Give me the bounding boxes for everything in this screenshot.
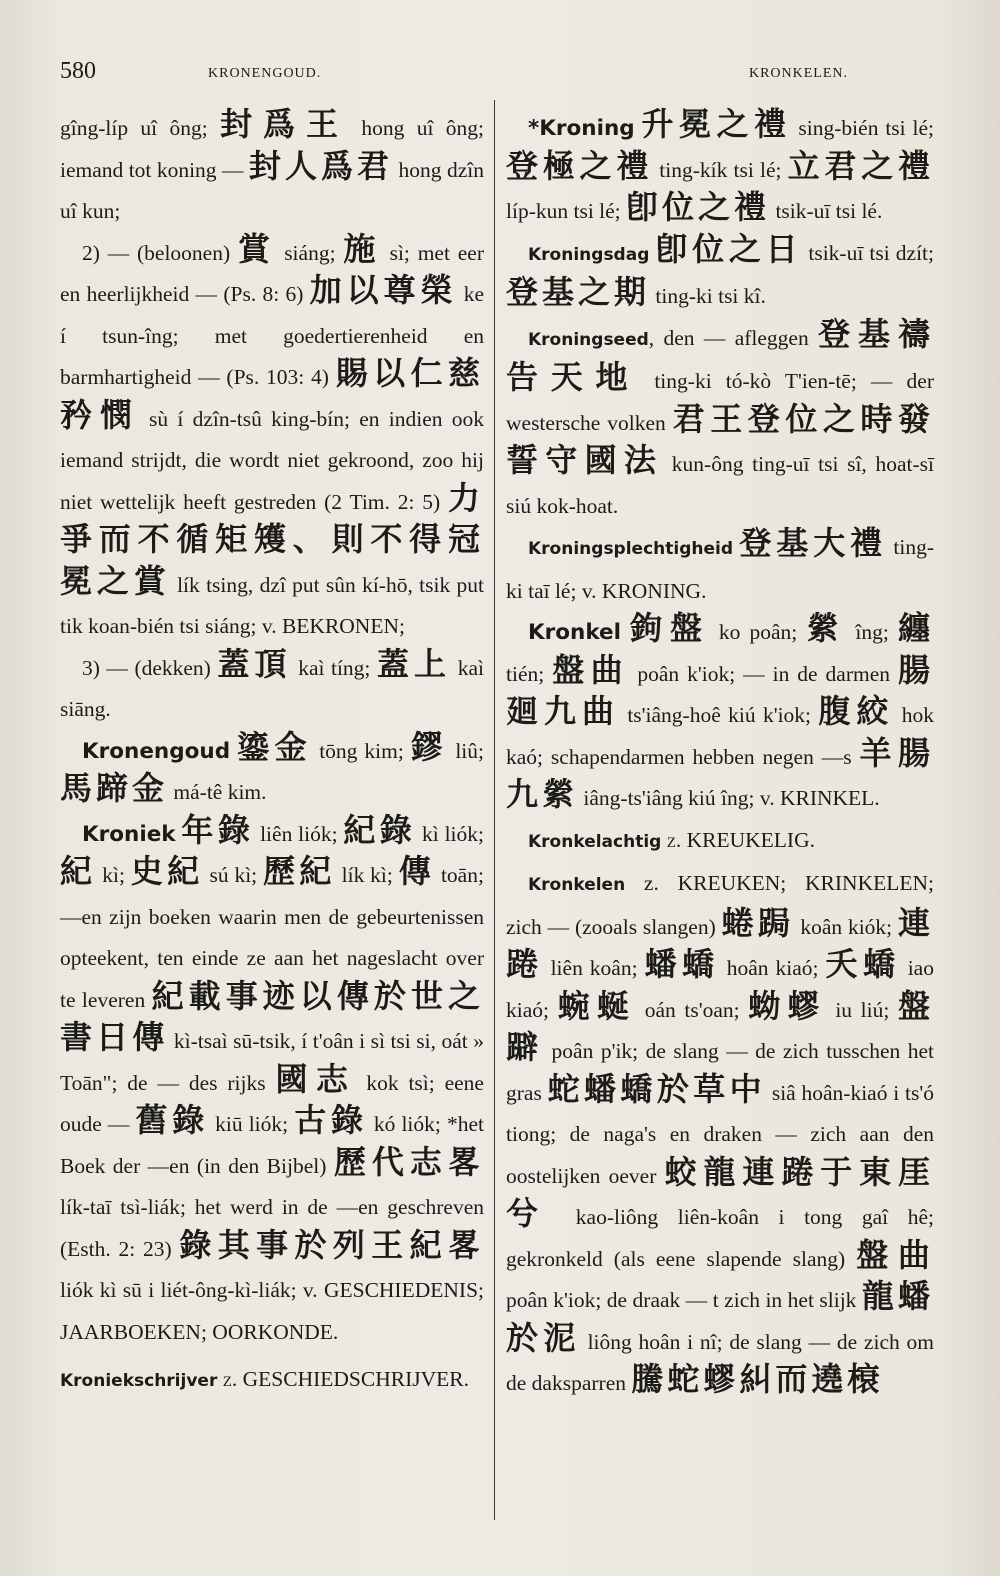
chinese-characters: 盤躃 — [506, 986, 934, 1066]
entry-kronkel — [506, 609, 934, 820]
headword: Kroningsdag — [528, 244, 650, 265]
definition: 登基大禮 ting-ki taī lé; v. KRONING. — [506, 524, 934, 603]
entry-kroningseed — [506, 314, 934, 528]
chinese-characters: 年錄 — [181, 810, 255, 849]
entry-kroniek — [60, 810, 484, 1354]
headword: Kronkelen — [528, 875, 626, 895]
chinese-characters: 騰蛇蟉糾而遶榱 — [631, 1360, 884, 1398]
chinese-characters: 登極之禮 — [506, 146, 654, 185]
left-column — [60, 105, 484, 1403]
chinese-characters: 歷紀 — [262, 852, 336, 890]
chinese-characters: 加以尊榮 — [309, 271, 458, 309]
right-running-head: KRONKELEN. — [748, 66, 848, 81]
headword: *Kroning — [528, 116, 635, 141]
chinese-characters: 蟠蟜 — [644, 945, 720, 983]
cross-reference: z. GESCHIEDSCHRIJVER. — [217, 1367, 470, 1391]
chinese-characters: 腹絞 — [818, 692, 895, 730]
chinese-characters: 蜿蜒 — [557, 986, 637, 1025]
chinese-characters: 盤曲 — [856, 1235, 934, 1274]
sense-3: 3) — (dekken) 蓋頂 kaì tíng; 蓋上 kaì siāng. — [60, 644, 484, 721]
headword: Kroniek — [82, 821, 176, 847]
cross-reference: z. KREUKELIG. — [661, 827, 815, 852]
chinese-characters: 卽位之日 — [655, 229, 803, 268]
entry-kronengoud — [60, 727, 484, 814]
chinese-characters: 舊錄 — [135, 1101, 209, 1139]
chinese-characters: 盤曲 — [552, 650, 630, 689]
chinese-characters: 鎏金 — [237, 727, 313, 766]
chinese-characters: 古錄 — [294, 1101, 368, 1139]
chinese-characters: 羊腸九縈 — [506, 733, 934, 813]
entry-kroningsdag — [506, 229, 934, 318]
sense-2: 2) — (beloonen) 賞 siáng; 施 sì; met eer en heerlijkheid — (Ps. 8: 6) 加以尊榮 ke í tsun-îng; met goedertierenheid en barmhartigheid — (Ps. 103: 4) 賜以仁慈矜憫 sù í dzîn-tsû king-bín; en indien ook iemand strijdt, die wordt niet gekroond, zoo hij niet wettelijk heeft gestreden (2 Tim. 2: 5) 力爭而不循矩矱、則不得冠冕之賞 lík tsing, dzî put sûn kí-hō, tsik put tik koan-bién tsi siáng; v. BEKRONEN; — [60, 229, 484, 638]
chinese-characters: 紀載事迹以傳於世之書日傳 — [60, 976, 484, 1056]
chinese-characters: 紀錄 — [343, 810, 417, 849]
entry-kroniekschrijver — [60, 1359, 484, 1403]
chinese-characters: 封爲王 — [220, 105, 349, 143]
chinese-characters: 立君之禮 — [787, 146, 934, 185]
headword: Kronkelachtig — [528, 831, 662, 852]
entry-kroningsplechtigheid — [506, 524, 934, 612]
chinese-characters: 登基之期 — [506, 273, 651, 311]
chinese-characters: 封人爲君 — [248, 146, 394, 185]
chinese-characters: 馬蹄金 — [60, 769, 169, 807]
chinese-characters: 賜以仁慈矜憫 — [60, 354, 484, 434]
chinese-characters: 賞 — [237, 229, 277, 268]
chinese-characters: 蓋頂 — [217, 644, 292, 683]
chinese-characters: 登基大禮 — [739, 524, 888, 562]
definition: , den — afleggen 登基禱告天地 ting-ki tó-kò T'ien-tē; — der westersche volken 君王登位之時發誓守國法 kun-ông ting-uī tsi sî, hoat-sī siú kok-hoat. — [506, 314, 934, 518]
chinese-characters: 縈 — [806, 609, 847, 647]
chinese-characters: 登基禱告天地 — [506, 314, 934, 396]
chinese-characters: 鉤盤 — [630, 609, 710, 647]
headword: Kroningseed — [528, 329, 649, 350]
chinese-characters: 卽位之禮 — [626, 188, 771, 226]
definition: 鉤盤 ko poân; 縈 îng; 纏 tién; 盤曲 poân k'iok; — in de darmen 腸廻九曲 ts'iâng-hoê kiú k'iok; 腹絞 hok kaó; schapendarmen hebben negen —s 羊腸九縈 iâng-ts'iâng kiú îng; v. KRINKEL. — [506, 609, 934, 813]
definition: 鎏金 tōng kim; 鏐 liû; 馬蹄金 má-tê kim. — [60, 727, 484, 807]
chinese-characters: 施 — [343, 229, 382, 268]
headword: Kronkel — [528, 620, 622, 645]
definition: z. KREUKEN; KRINKELEN; zich — (zooals slangen) 蜷跼 koân kiók; 連踡 liên koân; 蟠蟜 hoân kiaó; 夭蟜 iao kiaó; 蜿蜒 oán ts'oan; 蚴蟉 iu liú; 盤躃 poân p'ik; de slang — de zich tusschen het gras 蛇蟠蟜於草中 siâ hoân-kiaó i ts'ó tiong; de naga's en draken — zich aan den oostelijken oever 蛟龍連踡于東厓兮 kao-liông liên-koân i tong gaî hê; gekronkeld (als eene slapende slang) 盤曲 poân k'iok; de draak — t zich in het slijk 龍蟠於泥 liông hoân i nî; de slang — de zich om de daksparren 騰蛇蟉糾而遶榱 — [506, 871, 934, 1398]
chinese-characters: 夭蟜 — [825, 945, 901, 983]
chinese-characters: 蚴蟉 — [748, 986, 827, 1025]
chinese-characters: 腸廻九曲 — [506, 650, 934, 730]
chinese-characters: 龍蟠於泥 — [506, 1277, 934, 1357]
chinese-characters: 蛟龍連踡于東厓兮 — [506, 1152, 934, 1232]
chinese-characters: 錄其事於列王紀畧 — [179, 1225, 484, 1264]
running-header — [60, 58, 940, 94]
right-column — [506, 105, 934, 1405]
chinese-characters: 蛇蟠蟜於草中 — [547, 1069, 767, 1108]
entry-kronkelen — [506, 863, 934, 1405]
entry-continuation: gîng-líp uî ông; 封爲王 hong uî ông; iemand tot koning — 封人爲君 hong dzîn uî kun; — [60, 105, 484, 223]
chinese-characters: 君王登位之時發誓守國法 — [506, 399, 934, 479]
chinese-characters: 歷代志畧 — [333, 1142, 484, 1181]
page-number: 580 — [60, 58, 96, 84]
headword: Kroningsplechtigheid — [528, 539, 734, 559]
chinese-characters: 升冕之禮 — [641, 105, 792, 143]
chinese-characters: 史紀 — [130, 852, 204, 890]
left-running-head: KRONENGOUD. — [208, 66, 322, 81]
definition: 升冕之禮 sing-bién tsi lé; 登極之禮 ting-kík tsi lé; 立君之禮 líp-kun tsi lé; 卽位之禮 tsik-uī tsi lé. — [506, 105, 934, 226]
chinese-characters: 鏐 — [410, 727, 449, 766]
column-divider — [494, 100, 495, 1520]
chinese-characters: 傳 — [398, 852, 436, 890]
definition: 年錄 liên liók; 紀錄 kì liók; 紀 kì; 史紀 sú kì; 歷紀 lík kì; 傳 toān; —en zijn boeken waarin men de gebeurtenissen opteekent, ten einde ze aan het nageslacht over te leveren 紀載事迹以傳於世之書日傳 kì-tsaì sū-tsik, í t'oân i sì tsi si, oát » Toān"; de — des rijks 國志 kok tsì; eene oude — 舊錄 kiū liók; 古錄 kó liók; *het Boek der —en (in den Bijbel) 歷代志畧 lík-taī tsì-liák; het werd in de —en geschreven (Esth. 2: 23) 錄其事於列王紀畧 liók kì sū i liét-ông-kì-liák; v. GESCHIEDENIS; JAARBOEKEN; OORKONDE. — [60, 810, 484, 1344]
chinese-characters: 蓋上 — [376, 644, 452, 683]
headword: Kroniekschrijver — [60, 1371, 218, 1391]
chinese-characters: 蜷跼 — [721, 903, 795, 942]
entry-kroning — [506, 105, 934, 233]
chinese-characters: 紀 — [60, 852, 97, 890]
chinese-characters: 連踡 — [506, 903, 934, 983]
chinese-characters: 纏 — [897, 609, 934, 647]
chinese-characters: 力爭而不循矩矱、則不得冠冕之賞 — [60, 478, 484, 600]
headword: Kronengoud — [82, 738, 231, 764]
chinese-characters: 國志 — [275, 1059, 357, 1098]
entry-kronkelachtig — [506, 820, 934, 864]
definition: 卽位之日 tsik-uī tsi dzít; 登基之期 ting-ki tsi kî. — [506, 229, 934, 311]
